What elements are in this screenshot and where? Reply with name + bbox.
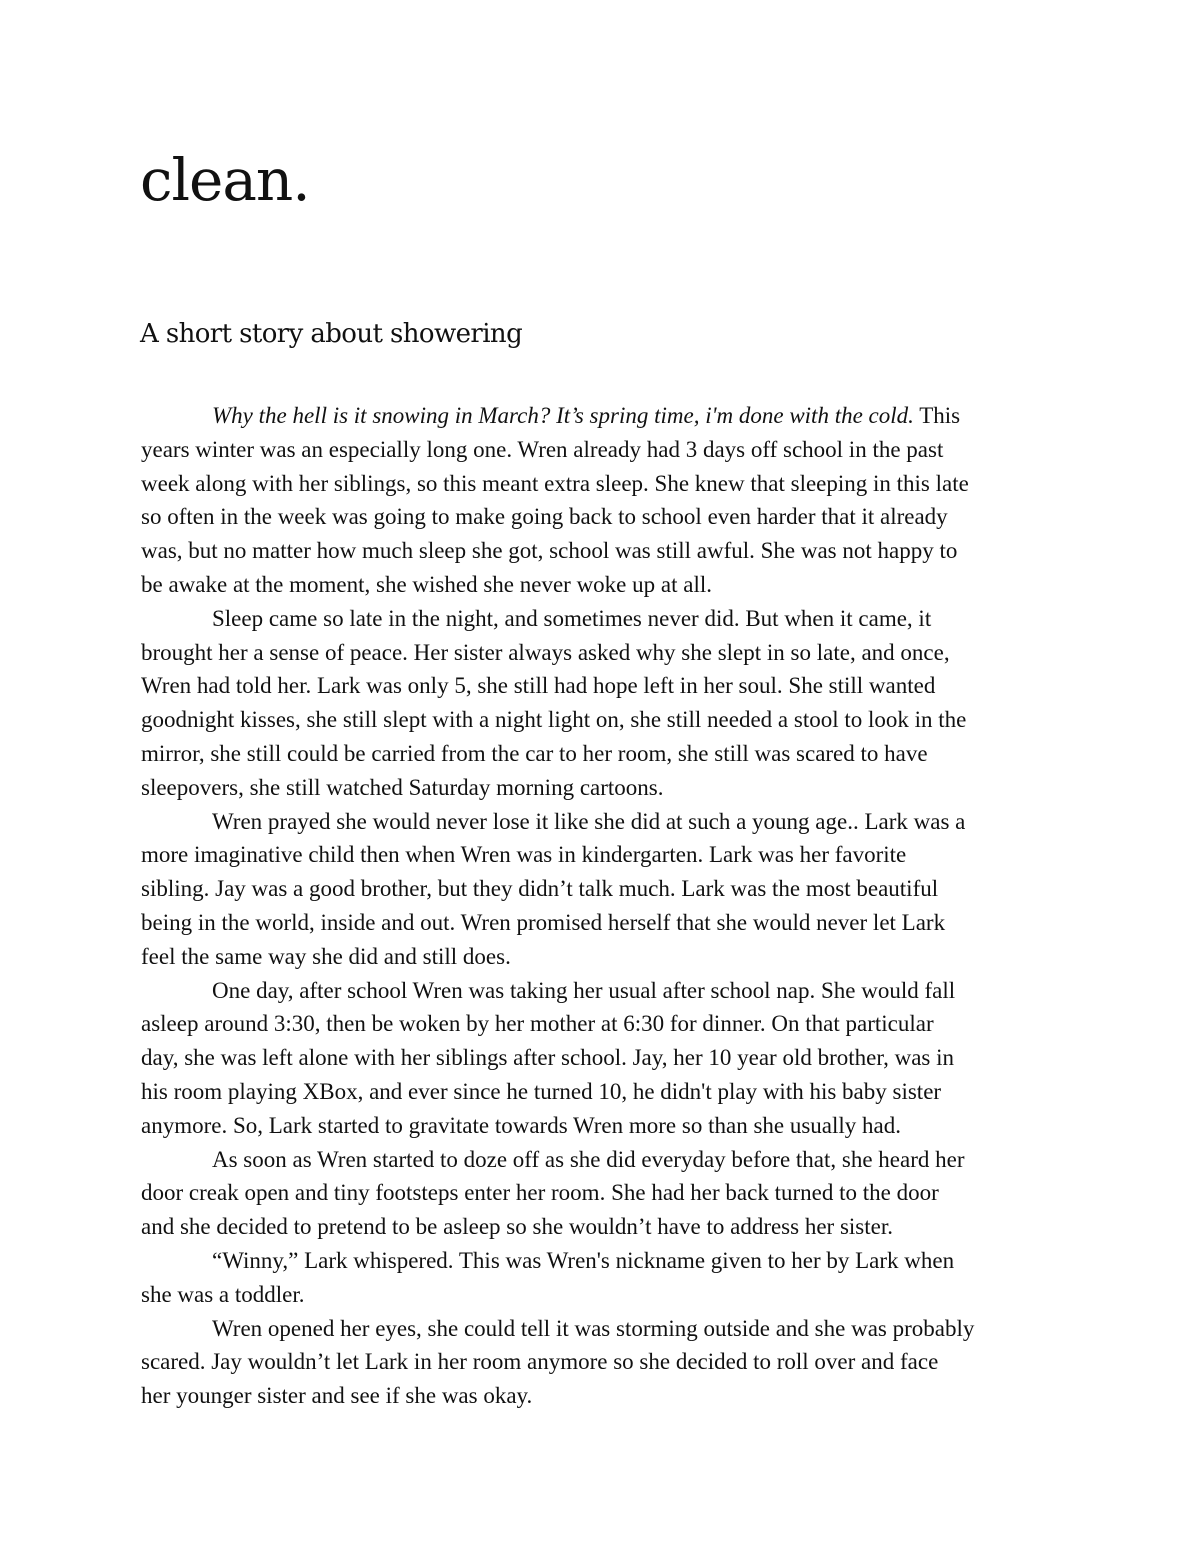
text-line: asleep around 3:30, then be woken by her mother at 6:30 for dinner. On that particular <box>141 1011 934 1037</box>
text-line: brought her a sense of peace. Her sister always asked why she slept in so late, and once, <box>141 639 950 665</box>
text-line: more imaginative child then when Wren was in kindergarten. Lark was her favorite <box>141 842 907 868</box>
text-line: door creak open and tiny footsteps enter her room. She had her back turned to the door <box>141 1180 939 1206</box>
text-line: being in the world, inside and out. Wren promised herself that she would never let Lark <box>141 909 946 935</box>
text-line: his room playing XBox, and ever since he turned 10, he didn't play with his baby sister <box>141 1078 942 1104</box>
text-line: Sleep came so late in the night, and sometimes never did. But when it came, it <box>212 605 932 631</box>
paragraph-2 <box>141 602 1071 805</box>
text-line: “Winny,” Lark whispered. This was Wren's nickname given to her by Lark when <box>212 1247 955 1273</box>
text-line: anymore. So, Lark started to gravitate towards Wren more so than she usually had. <box>141 1112 901 1138</box>
text-line: week along with her siblings, so this meant extra sleep. She knew that sleeping in this late <box>141 470 969 496</box>
text-line: years winter was an especially long one. Wren already had 3 days off school in the past <box>141 436 944 462</box>
text-line: Wren prayed she would never lose it like she did at such a young age.. Lark was a <box>212 808 966 834</box>
paragraph-1 <box>141 399 1071 602</box>
text-line: sibling. Jay was a good brother, but they didn’t talk much. Lark was the most beautiful <box>141 876 939 902</box>
text-line: mirror, she still could be carried from the car to her room, she still was scared to have <box>141 740 928 766</box>
text-line: goodnight kisses, she still slept with a night light on, she still needed a stool to look in the <box>141 707 967 733</box>
text-line: her younger sister and see if she was okay. <box>141 1383 533 1409</box>
text-line: so often in the week was going to make going back to school even harder that it already <box>141 504 948 530</box>
text-line: day, she was left alone with her siblings after school. Jay, her 10 year old brother, was in <box>141 1045 955 1071</box>
paragraph-4 <box>141 974 1071 1143</box>
paragraph-6 <box>141 1244 1071 1312</box>
text-line: she was a toddler. <box>141 1281 305 1307</box>
paragraph-3 <box>141 805 1071 974</box>
text-line: Wren had told her. Lark was only 5, she still had hope left in her soul. She still wanted <box>141 673 936 699</box>
text-line: One day, after school Wren was taking her usual after school nap. She would fall <box>212 977 956 1003</box>
text-line: As soon as Wren started to doze off as she did everyday before that, she heard her <box>212 1146 965 1172</box>
document-subtitle: A short story about showering <box>140 319 523 349</box>
document-title: clean. <box>140 146 310 214</box>
text-line: scared. Jay wouldn’t let Lark in her room anymore so she decided to roll over and face <box>141 1349 939 1375</box>
text-line: sleepovers, she still watched Saturday morning cartoons. <box>141 774 664 800</box>
text-line: feel the same way she did and still does. <box>141 943 511 969</box>
text-line <box>141 399 1071 433</box>
paragraph-5 <box>141 1143 1071 1244</box>
text-line: and she decided to pretend to be asleep so she wouldn’t have to address her sister. <box>141 1214 893 1240</box>
story-body <box>141 399 1071 1413</box>
text-line: be awake at the moment, she wished she never woke up at all. <box>141 571 712 597</box>
italic-opening-thought: Why the hell is it snowing in March? It’s spring time, i'm done with the cold. <box>212 403 914 428</box>
text-line: was, but no matter how much sleep she got, school was still awful. She was not happy to <box>141 538 958 564</box>
paragraph-7 <box>141 1312 1071 1413</box>
text-line: Wren opened her eyes, she could tell it was storming outside and she was probably <box>212 1315 975 1341</box>
text-line-fragment: This <box>913 403 961 428</box>
